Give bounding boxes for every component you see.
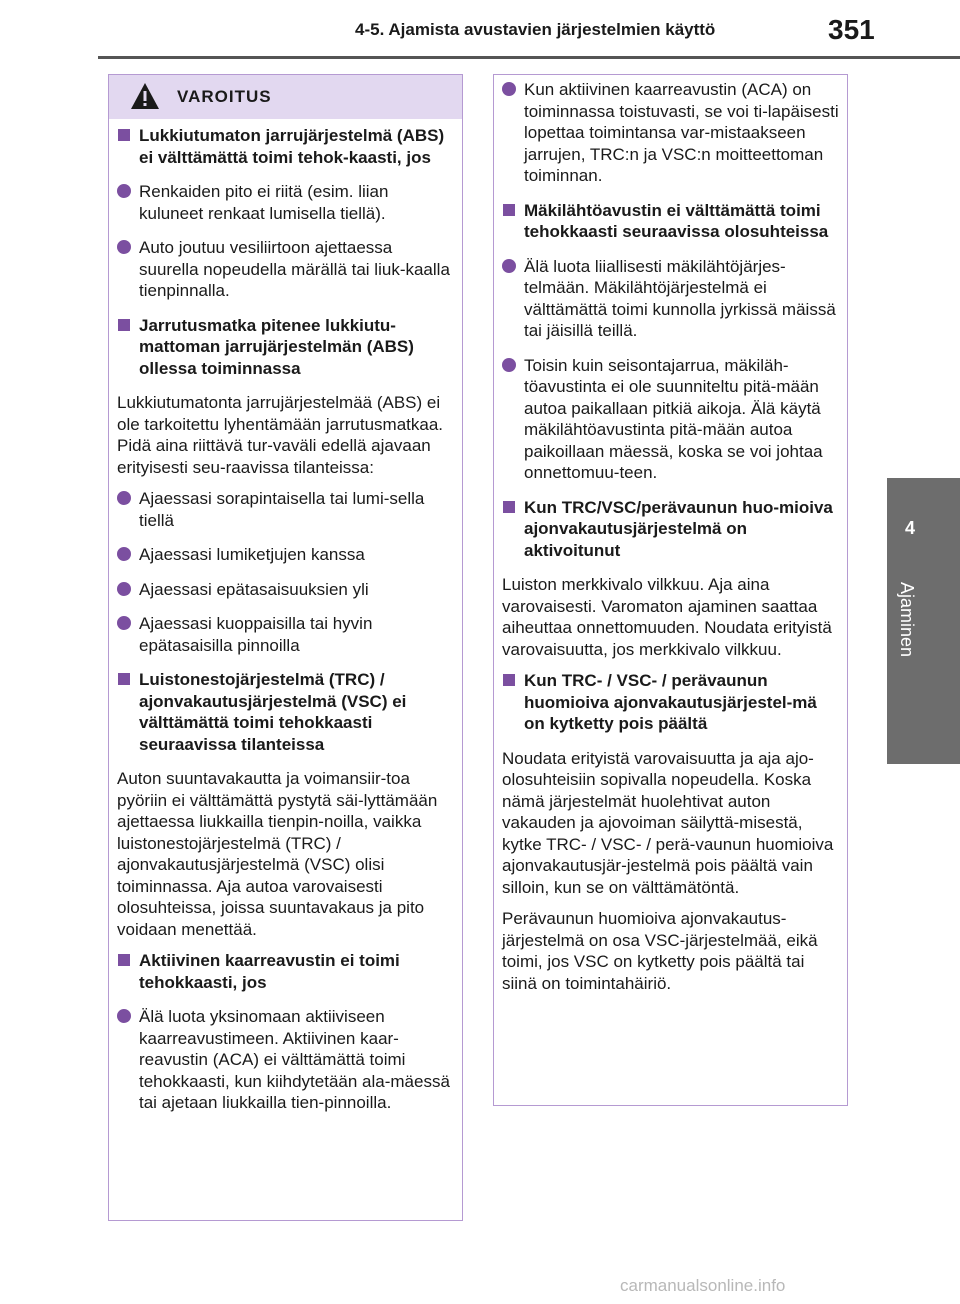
item-text: Aktiivinen kaarreavustin ei toimi tehokkaasti, jos [139, 951, 400, 992]
item-text: Kun TRC/VSC/perävaunun huo-mioiva ajonvakautusjärjestelmä on aktivoitunut [524, 497, 833, 560]
square-bullet-icon [503, 204, 515, 216]
section-header: 4-5. Ajamista avustavien järjestelmien käyttö [355, 20, 716, 39]
bullet-item [117, 613, 454, 656]
item-text: Auto joutuu vesiliirtoon ajettaessa suurella nopeudella märällä tai liuk-kaalla tienpinnalla. [139, 238, 450, 300]
item-text: Älä luota liiallisesti mäkilähtöjärjes-telmään. Mäkilähtöjärjestelmä ei välttämättä toimi kunnolla jyrkissä mäissä tai jäisillä teillä. [524, 256, 836, 340]
bullet-item [117, 1006, 454, 1114]
square-bullet-icon [503, 501, 515, 513]
warning-triangle-icon [129, 81, 161, 116]
paragraph [502, 908, 839, 994]
item-text: Toisin kuin seisontajarrua, mäkiläh-töavustinta ei ole suunniteltu pitä-mään autoa paikallaan pitkiä aikoja. Älä käytä mäkilähtöavustinta pitä-mään autoa paikoillaan mäessä, koska se voi johtaa onnettomuu-teen. [524, 355, 823, 482]
bullet-item [117, 488, 454, 531]
item-text: Ajaessasi kuoppaisilla tai hyvin epätasaisilla pinnoilla [139, 614, 373, 655]
round-bullet-icon [502, 358, 516, 372]
square-bullet-icon [118, 319, 130, 331]
square-bullet-icon [118, 129, 130, 141]
item-text: Kun TRC- / VSC- / perävaunun huomioiva ajonvakautusjärjestel-mä on kytketty pois päältä [524, 671, 817, 733]
warning-content-right [502, 79, 839, 1004]
bullet-item [502, 79, 839, 187]
item-text: Luiston merkkivalo vilkkuu. Aja aina varovaisesti. Varomaton ajaminen saattaa aiheuttaa onnettomuuden. Noudata erityistä varovaisuutta, jos merkkivalo vilkkuu. [502, 575, 832, 659]
warning-box-left [108, 74, 463, 1221]
square-bullet-icon [118, 673, 130, 685]
round-bullet-icon [117, 616, 131, 630]
section-heading [117, 125, 454, 168]
section-heading [117, 950, 454, 993]
paragraph [117, 768, 454, 940]
round-bullet-icon [117, 582, 131, 596]
page-number: 351 [828, 14, 875, 45]
item-text: Kun aktiivinen kaarreavustin (ACA) on toiminnassa toistuvasti, se voi ti-lapäisesti lopettaa toimintansa var-mistaakseen jarrujen, TRC:n ja VSC:n moitteettoman toiminnan. [524, 80, 839, 185]
round-bullet-icon [117, 240, 131, 254]
paragraph [502, 574, 839, 660]
header-rule [98, 56, 960, 59]
item-text: Mäkilähtöavustin ei välttämättä toimi tehokkaasti seuraavissa olosuhteissa [524, 200, 829, 241]
section-heading [502, 200, 839, 243]
round-bullet-icon [117, 491, 131, 505]
round-bullet-icon [117, 184, 131, 198]
warning-header [109, 75, 462, 119]
item-text: Auton suuntavakautta ja voimansiir-toa pyöriin ei välttämättä pystytä säi-lyttämään ajettaessa liukkailla tienpin-noilla, vaikka luistonestojärjestelmä (TRC) / ajonvakautusjärjestelmä (VSC) olisi toiminnassa. Aja autoa varovaisesti olosuhteissa, joissa suuntavakaus ja pito voidaan menettää. [117, 769, 438, 939]
paragraph [117, 392, 454, 478]
section-heading [117, 315, 454, 380]
warning-content-left [117, 125, 454, 1127]
item-text: Renkaiden pito ei riitä (esim. liian kuluneet renkaat lumisella tiellä). [139, 182, 389, 223]
round-bullet-icon [502, 82, 516, 96]
item-text: Luistonestojärjestelmä (TRC) / ajonvakautusjärjestelmä (VSC) ei välttämättä toimi tehokkaasti seuraavissa tilanteissa [139, 670, 407, 754]
item-text: Jarrutusmatka pitenee lukkiutu-mattoman jarrujärjestelmän (ABS) ollessa toiminnassa [139, 315, 414, 378]
round-bullet-icon [502, 259, 516, 273]
paragraph [502, 748, 839, 899]
bullet-item [117, 181, 454, 224]
item-text: Ajaessasi epätasaisuuksien yli [139, 579, 369, 599]
watermark: carmanualsonline.info [620, 1276, 786, 1295]
section-heading [117, 669, 454, 755]
item-text: Lukkiutumaton jarrujärjestelmä (ABS) ei välttämättä toimi tehok-kaasti, jos [139, 126, 445, 167]
round-bullet-icon [117, 1009, 131, 1023]
chapter-number: 4 [904, 518, 915, 538]
item-text: Älä luota yksinomaan aktiiviseen kaarreavustimeen. Aktiivinen kaar-reavustin (ACA) ei välttämättä toimi tehokkaasti, kun kiihdytetään ala-mäessä tai ajetaan liukkailla tien-pinnoilla. [139, 1007, 450, 1112]
bullet-item [502, 256, 839, 342]
bullet-item [117, 544, 454, 566]
item-text: Ajaessasi sorapintaisella tai lumi-sella tiellä [139, 489, 425, 530]
warning-title: VAROITUS [177, 87, 272, 106]
bullet-item [502, 355, 839, 484]
bullet-item [117, 579, 454, 601]
square-bullet-icon [503, 674, 515, 686]
item-text: Lukkiutumatonta jarrujärjestelmää (ABS) ei ole tarkoitettu lyhentämään jarrutusmatkaa. Pidä aina riittävä tur-vaväli edellä ajavaan erityisesti seu-raavissa tilanteissa: [117, 393, 444, 477]
round-bullet-icon [117, 547, 131, 561]
item-text: Noudata erityistä varovaisuutta ja aja ajo-olosuhteisiin sopivalla nopeudella. Koska nämä järjestelmät huolehtivat auton vakauden ja ajovoiman säilyttä-misestä, kytke TRC- / VSC- / perä-vaunun huomioiva ajonvakautusjär-jestelmä pois päältä vain silloin, kun se on välttämätöntä. [502, 748, 834, 897]
square-bullet-icon [118, 954, 130, 966]
item-text: Perävaunun huomioiva ajonvakautus-järjestelmä on osa VSC-järjestelmää, eikä toimi, jos VSC on kytketty pois päältä tai siinä on toimintahäiriö. [502, 909, 818, 993]
section-heading [502, 497, 839, 562]
chapter-label: Ajaminen [897, 582, 917, 658]
warning-box-right [493, 74, 848, 1106]
item-text: Ajaessasi lumiketjujen kanssa [139, 545, 365, 564]
bullet-item [117, 237, 454, 302]
section-heading [502, 670, 839, 735]
